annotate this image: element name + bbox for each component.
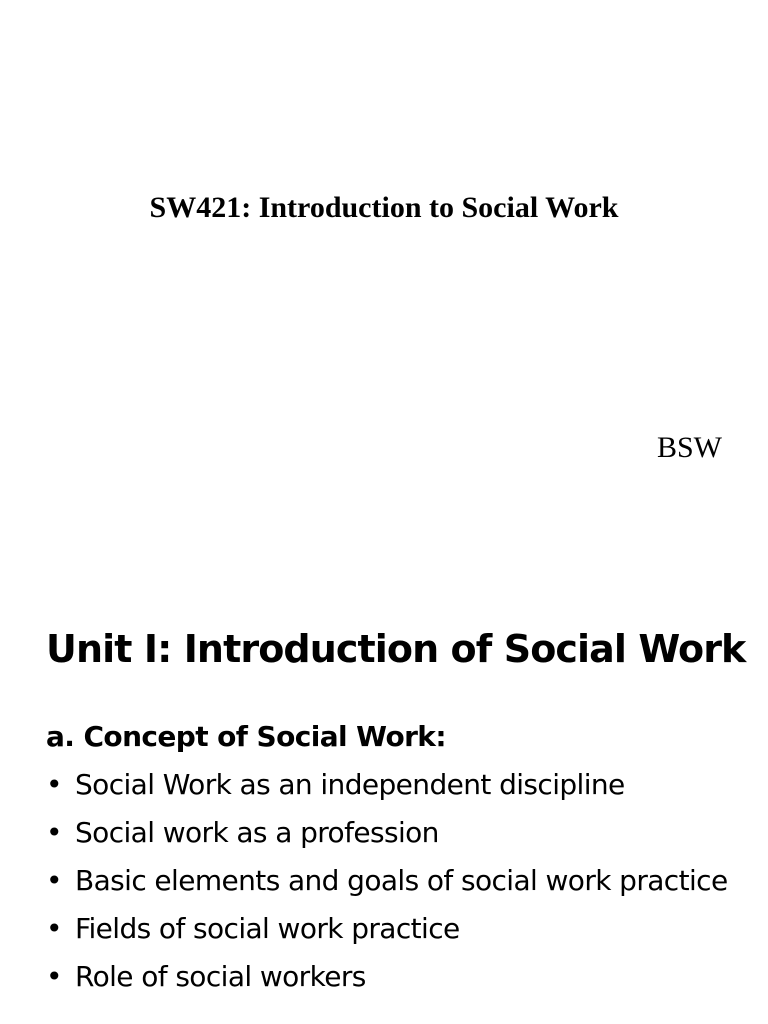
unit-heading: Unit I: Introduction of Social Work <box>46 627 746 671</box>
bullet-icon: • <box>46 912 62 945</box>
section-heading: a. Concept of Social Work: <box>46 720 446 753</box>
bullet-text: Social work as a profession <box>75 816 439 849</box>
bullet-text: Social Work as an independent discipline <box>75 768 625 801</box>
bullet-icon: • <box>46 960 62 993</box>
concept-section <box>46 718 736 1006</box>
bullet-text: Basic elements and goals of social work practice <box>75 864 728 897</box>
list-item <box>46 910 736 947</box>
list-item <box>46 814 736 851</box>
bullet-text: Role of social workers <box>75 960 366 993</box>
bullet-icon: • <box>46 768 62 801</box>
slide-title: SW421: Introduction to Social Work <box>149 191 619 224</box>
list-item <box>46 862 736 899</box>
slide-subtitle: BSW <box>656 431 722 464</box>
bullet-text: Fields of social work practice <box>75 912 460 945</box>
bullet-icon: • <box>46 864 62 897</box>
list-item <box>46 766 736 803</box>
bullet-icon: • <box>46 816 62 849</box>
bullet-list <box>46 766 736 995</box>
list-item <box>46 958 736 995</box>
